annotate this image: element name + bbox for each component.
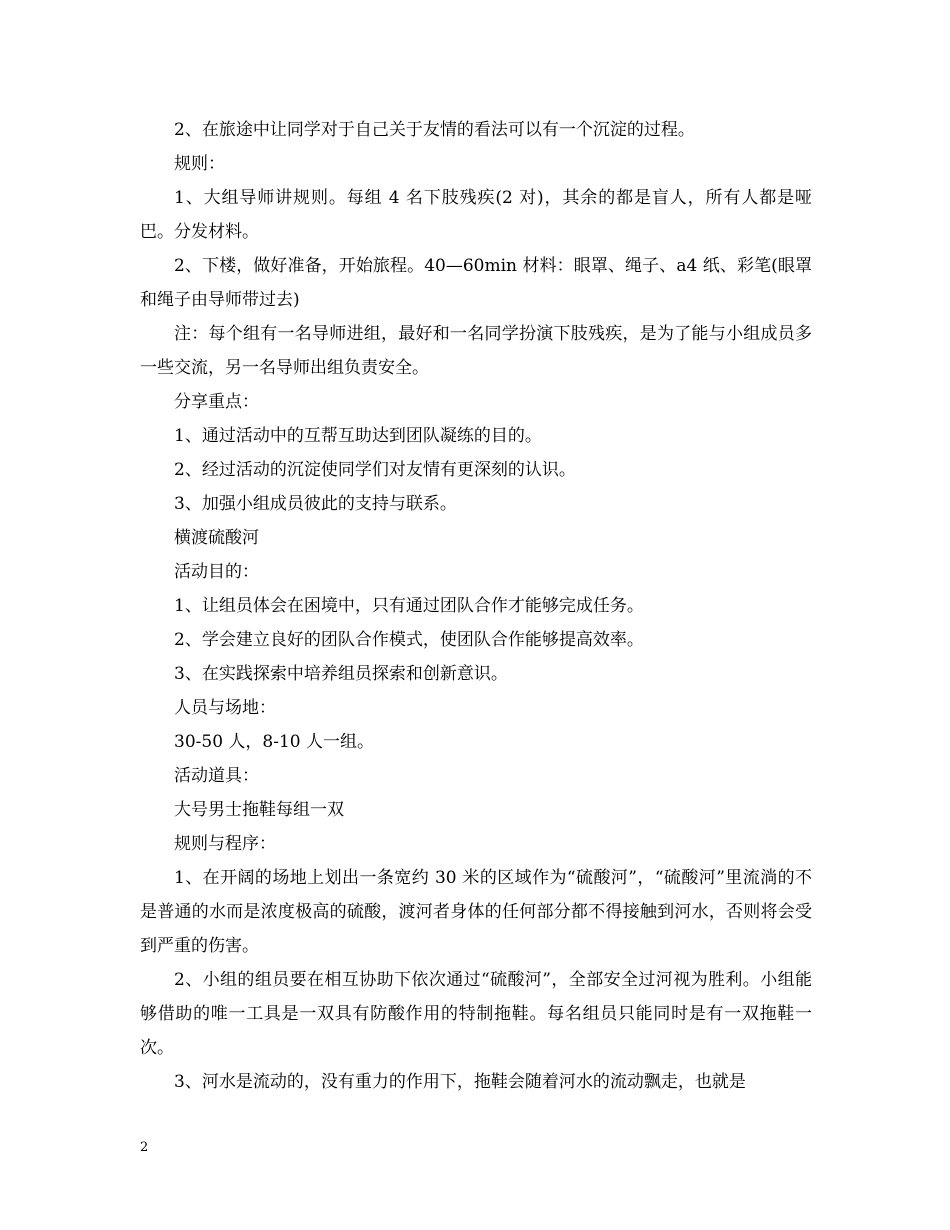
paragraph: 1、通过活动中的互帮互助达到团队凝练的目的。 [174,426,542,446]
page-number: 2 [140,1140,149,1155]
paragraph: 2、小组的组员要在相互协助下依次通过“硫酸河”，全部安全过河视为胜利。小组能够借助的唯一工具是一双具有防酸作用的特制拖鞋。每名组员只能同时是有一双拖鞋一次。 [140,970,812,1058]
paragraph: 1、让组员体会在困境中，只有通过团队合作才能够完成任务。 [174,596,644,616]
paragraph: 规则： [174,154,225,174]
paragraph: 30-50 人，8-10 人一组。 [174,732,375,752]
paragraph: 分享重点： [174,392,259,412]
paragraph: 2、下楼，做好准备，开始旅程。40—60min 材料：眼罩、绳子、a4 纸、彩笔(眼罩和绳子由导师带过去) [140,256,812,310]
paragraph: 注：每个组有一名导师进组，最好和一名同学扮演下肢残疾，是为了能与小组成员多一些交流，另一名导师出组负责安全。 [140,324,812,378]
paragraph: 人员与场地： [174,698,276,718]
paragraph: 大号男士拖鞋每组一双 [174,800,344,820]
paragraph: 1、大组导师讲规则。每组 4 名下肢残疾(2 对)，其余的都是盲人，所有人都是哑巴。分发材料。 [140,188,812,242]
paragraph: 3、河水是流动的，没有重力的作用下，拖鞋会随着河水的流动飘走，也就是 [174,1072,746,1092]
paragraph: 3、加强小组成员彼此的支持与联系。 [174,494,457,514]
paragraph: 规则与程序： [174,834,276,854]
paragraph: 2、在旅途中让同学对于自己关于友情的看法可以有一个沉淀的过程。 [174,120,695,140]
document-body [140,113,812,1099]
paragraph: 2、学会建立良好的团队合作模式，使团队合作能够提高效率。 [174,630,644,650]
section-title: 横渡硫酸河 [174,528,259,548]
paragraph: 3、在实践探索中培养组员探索和创新意识。 [174,664,508,684]
paragraph: 2、经过活动的沉淀使同学们对友情有更深刻的认识。 [174,460,576,480]
paragraph: 活动道具： [174,766,259,786]
paragraph: 1、在开阔的场地上划出一条宽约 30 米的区域作为“硫酸河”，“硫酸河”里流淌的不是普通的水而是浓度极高的硫酸，渡河者身体的任何部分都不得接触到河水，否则将会受到严重的伤害。 [140,868,812,956]
paragraph: 活动目的： [174,562,259,582]
